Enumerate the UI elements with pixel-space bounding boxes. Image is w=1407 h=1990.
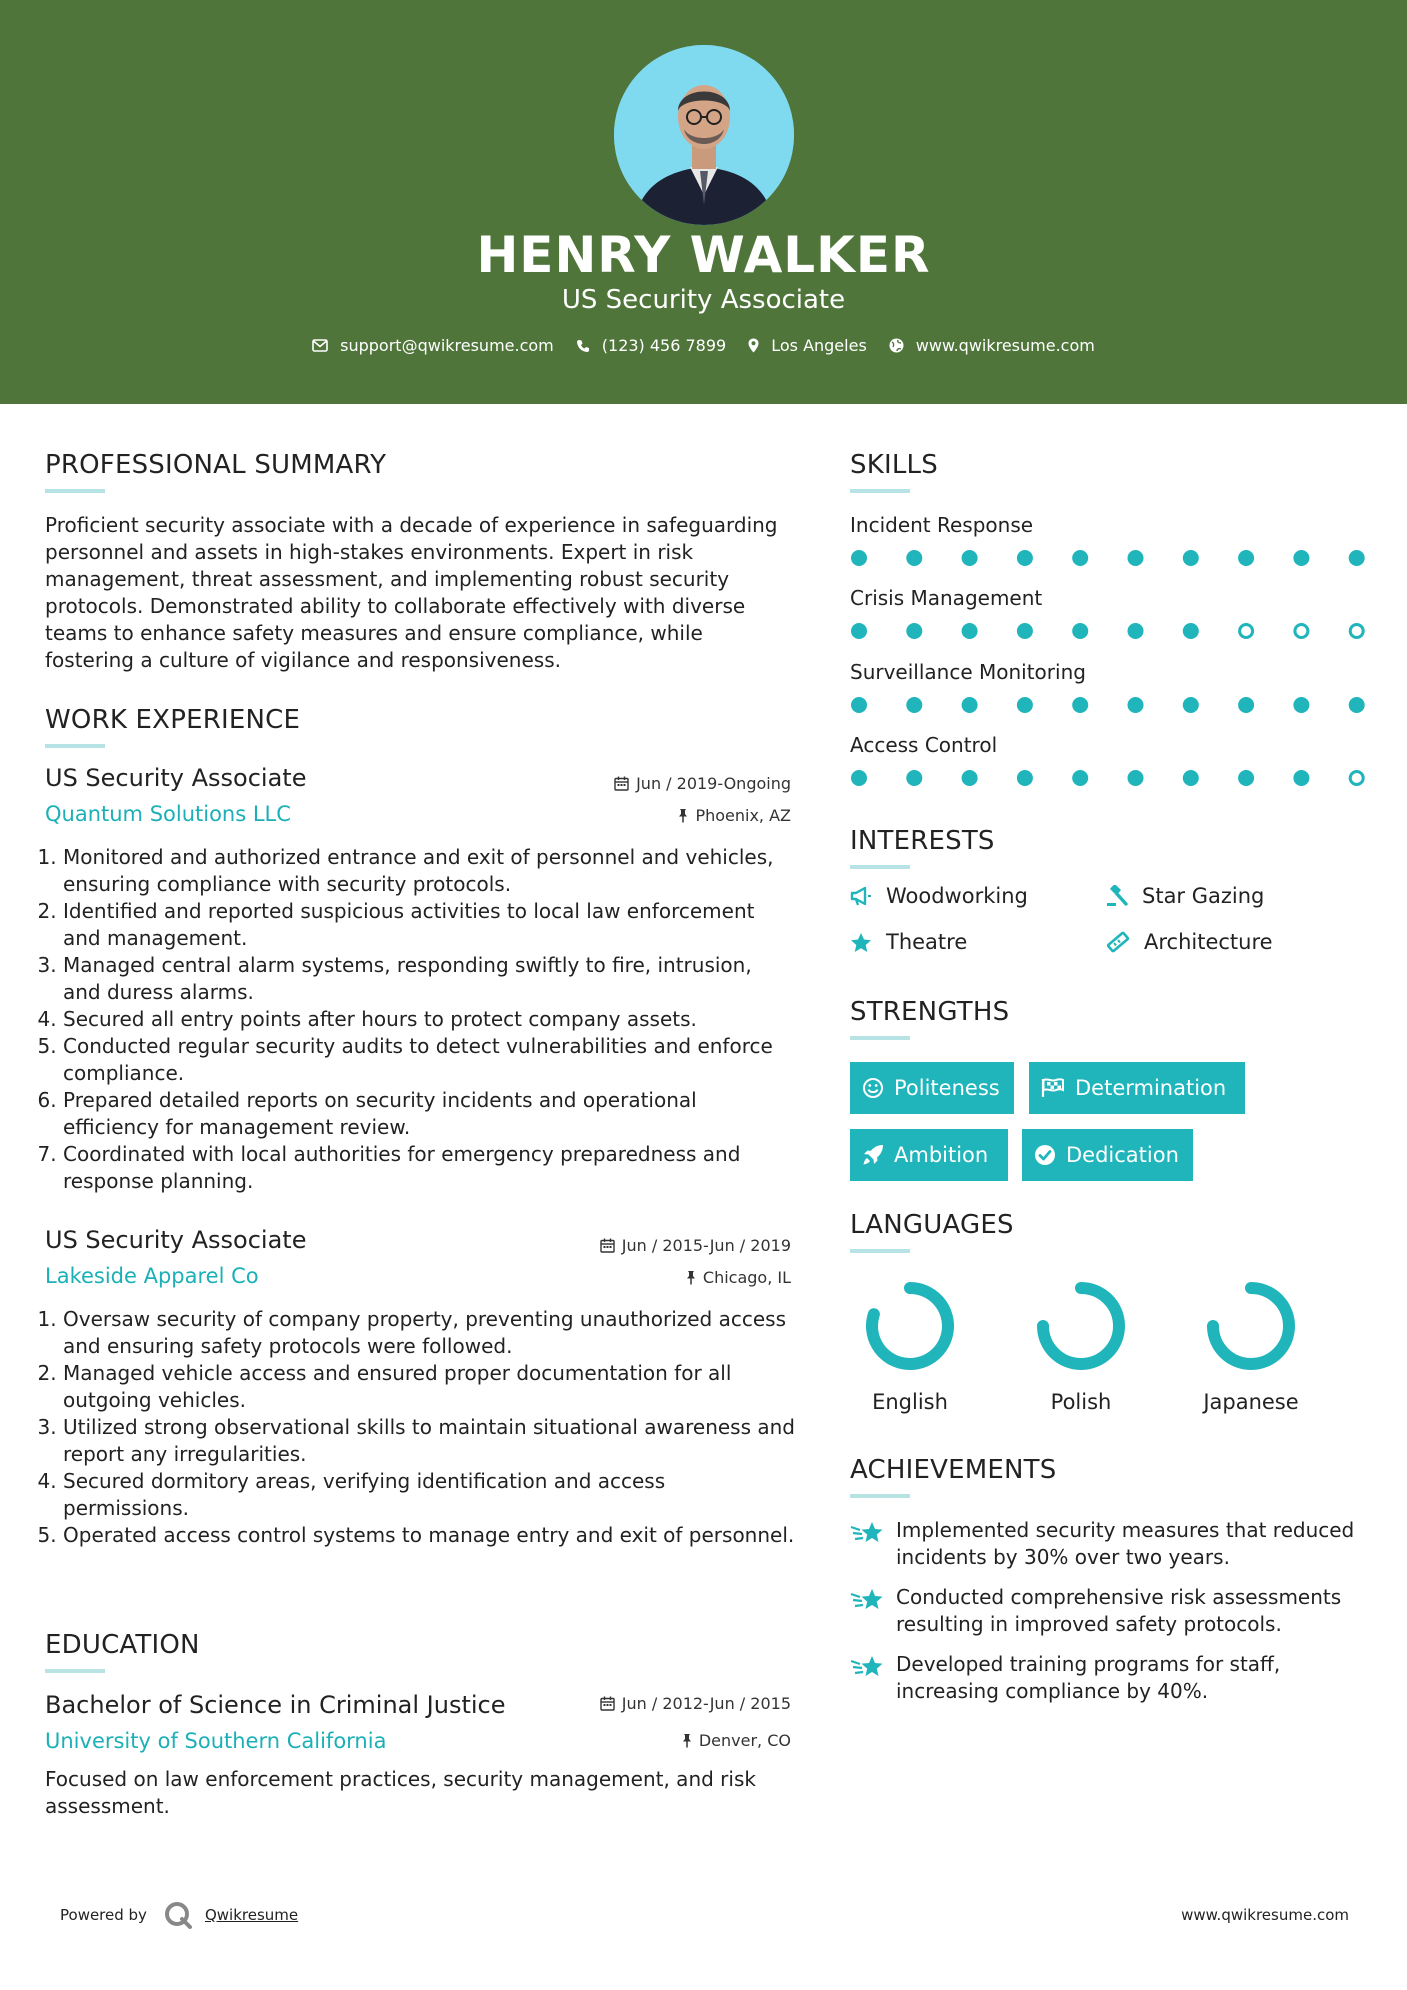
education-date-text: Jun / 2012-Jun / 2015 <box>621 1694 791 1713</box>
skill-dot-filled <box>851 623 867 639</box>
strength-label: Determination <box>1075 1076 1227 1100</box>
skill-dot-filled <box>1017 623 1033 639</box>
languages-title: LANGUAGES <box>850 1210 1014 1240</box>
shooting-star-icon <box>850 1519 884 1547</box>
skill-dot-filled <box>1293 697 1309 713</box>
job-2-date <box>480 1236 791 1255</box>
candidate-name: HENRY WALKER <box>476 226 931 284</box>
skill-3-rating <box>850 695 1370 715</box>
skill-dot-empty <box>1295 625 1308 638</box>
skill-dot-empty <box>1350 625 1363 638</box>
ruler-icon <box>1106 931 1130 953</box>
contact-email[interactable] <box>312 336 554 355</box>
education-title: EDUCATION <box>45 1630 200 1660</box>
phone-icon <box>576 339 590 353</box>
skill-dot-filled <box>1128 623 1144 639</box>
skill-dot-filled <box>962 770 978 786</box>
interest-label: Star Gazing <box>1142 884 1265 908</box>
skill-dot-filled <box>851 550 867 566</box>
list-item: 5. Operated access control systems to manage entry and exit of personnel. <box>63 1522 795 1549</box>
skill-dot-filled <box>906 770 922 786</box>
job-1-location-text: Phoenix, AZ <box>695 806 791 825</box>
job-1-responsibilities <box>45 844 795 1195</box>
job-1-title: US Security Associate <box>45 764 307 792</box>
pushpin-icon <box>678 808 688 823</box>
strength-determination <box>1029 1062 1245 1114</box>
gavel-icon <box>1106 885 1128 907</box>
job-1-location <box>480 806 791 825</box>
list-item: 4. Secured dormitory areas, verifying identification and access permissions. <box>63 1468 795 1522</box>
skill-dot-filled <box>851 770 867 786</box>
achievement-2 <box>850 1584 1370 1638</box>
contact-phone[interactable] <box>576 336 726 355</box>
education-location-text: Denver, CO <box>698 1731 791 1750</box>
skill-dot-filled <box>1072 550 1088 566</box>
skill-dot-filled <box>1072 770 1088 786</box>
envelope-icon <box>312 339 328 352</box>
education-location <box>480 1731 791 1750</box>
qwikresume-link[interactable]: Qwikresume <box>204 1906 299 1924</box>
summary-title-underline <box>45 489 105 493</box>
skill-dot-filled <box>1349 697 1365 713</box>
language-3-name: Japanese <box>1203 1390 1299 1414</box>
skill-dot-filled <box>1183 697 1199 713</box>
shooting-star-icon <box>850 1586 884 1614</box>
skill-dot-filled <box>906 697 922 713</box>
interest-label: Theatre <box>886 930 968 954</box>
achievement-text: Conducted comprehensive risk assessments resulting in improved safety protocols. <box>896 1585 1342 1636</box>
interest-label: Architecture <box>1144 930 1273 954</box>
strength-politeness <box>850 1062 1014 1114</box>
achievement-1 <box>850 1517 1370 1571</box>
skill-dot-filled <box>962 550 978 566</box>
achievement-3 <box>850 1651 1370 1705</box>
list-item: 6. Prepared detailed reports on security incidents and operational efficiency for management review. <box>63 1087 795 1141</box>
skill-4-rating <box>850 768 1370 788</box>
language-1-name: English <box>872 1390 948 1414</box>
strengths-title: STRENGTHS <box>850 997 1010 1027</box>
list-item: 2. Identified and reported suspicious activities to local law enforcement and management. <box>63 898 795 952</box>
job-1-company: Quantum Solutions LLC <box>45 802 291 826</box>
calendar-icon <box>614 776 629 791</box>
language-3-ring <box>1203 1278 1299 1374</box>
skill-dot-filled <box>1238 697 1254 713</box>
skill-dot-empty <box>1350 772 1363 785</box>
globe-icon <box>889 338 904 353</box>
strength-label: Dedication <box>1066 1143 1179 1167</box>
skill-dot-filled <box>1238 550 1254 566</box>
website-text: www.qwikresume.com <box>915 336 1095 355</box>
achievements-title-underline <box>850 1494 910 1498</box>
education-text: Focused on law enforcement practices, security management, and risk assessment. <box>45 1767 756 1818</box>
achievement-text: Developed training programs for staff, increasing compliance by 40%. <box>896 1652 1281 1703</box>
job-2-location <box>480 1268 791 1287</box>
list-item: 3. Managed central alarm systems, responding swiftly to fire, intrusion, and duress alarms. <box>63 952 795 1006</box>
interest-label: Woodworking <box>886 884 1028 908</box>
skill-2-name: Crisis Management <box>850 586 1043 610</box>
education-title-underline <box>45 1669 105 1673</box>
skill-dot-filled <box>1128 770 1144 786</box>
interest-star-gazing <box>1106 884 1264 908</box>
experience-title: WORK EXPERIENCE <box>45 705 301 735</box>
profile-photo <box>614 45 794 225</box>
strength-label: Politeness <box>894 1076 1000 1100</box>
list-item: 2. Managed vehicle access and ensured proper documentation for all outgoing vehicles. <box>63 1360 795 1414</box>
languages-title-underline <box>850 1249 910 1253</box>
list-item: 3. Utilized strong observational skills to maintain situational awareness and report any irregularities. <box>63 1414 795 1468</box>
skill-1-rating <box>850 548 1370 568</box>
list-item: 7. Coordinated with local authorities for emergency preparedness and response planning. <box>63 1141 795 1195</box>
strength-dedication <box>1022 1129 1193 1181</box>
interest-architecture <box>1106 930 1273 954</box>
location-text: Los Angeles <box>771 336 867 355</box>
language-2-ring <box>1033 1278 1129 1374</box>
phone-text: (123) 456 7899 <box>601 336 727 355</box>
job-1-date <box>480 774 791 793</box>
skill-dot-filled <box>1072 623 1088 639</box>
contact-location <box>748 336 867 355</box>
contact-bar <box>0 336 1407 355</box>
calendar-icon <box>600 1238 615 1253</box>
interest-theatre <box>850 930 967 954</box>
powered-by-text: Powered by <box>60 1906 147 1924</box>
job-2-title: US Security Associate <box>45 1226 307 1254</box>
list-item: 1. Oversaw security of company property, preventing unauthorized access and ensuring safety protocols were followed. <box>63 1306 795 1360</box>
skill-dot-filled <box>906 550 922 566</box>
footer-powered-by <box>60 1900 298 1930</box>
job-1-date-text: Jun / 2019-Ongoing <box>636 774 791 793</box>
qwikresume-logo-icon <box>163 1900 193 1930</box>
smile-icon <box>862 1077 884 1099</box>
skill-3-name: Surveillance Monitoring <box>850 660 1086 684</box>
list-item: 1. Monitored and authorized entrance and exit of personnel and vehicles, ensuring compliance with security protocols. <box>63 844 795 898</box>
skill-dot-filled <box>851 697 867 713</box>
language-1-ring <box>862 1278 958 1374</box>
skill-dot-filled <box>962 697 978 713</box>
skill-dot-filled <box>1017 697 1033 713</box>
achievement-text: Implemented security measures that reduced incidents by 30% over two years. <box>896 1518 1355 1569</box>
experience-title-underline <box>45 744 105 748</box>
job-2-location-text: Chicago, IL <box>702 1268 791 1287</box>
job-2-date-text: Jun / 2015-Jun / 2019 <box>621 1236 791 1255</box>
summary-title: PROFESSIONAL SUMMARY <box>45 450 387 480</box>
list-item: 4. Secured all entry points after hours to protect company assets. <box>63 1006 795 1033</box>
skill-dot-empty <box>1240 625 1253 638</box>
achievements-title: ACHIEVEMENTS <box>850 1455 1057 1485</box>
strength-ambition <box>850 1129 1008 1181</box>
pushpin-icon <box>686 1270 696 1285</box>
skill-dot-filled <box>1238 770 1254 786</box>
skill-dot-filled <box>1349 550 1365 566</box>
interest-woodworking <box>850 884 1028 908</box>
skill-dot-filled <box>1183 550 1199 566</box>
check-circle-icon <box>1034 1144 1056 1166</box>
skill-1-name: Incident Response <box>850 513 1034 537</box>
star-icon <box>850 932 872 953</box>
skill-dot-filled <box>962 623 978 639</box>
rocket-icon <box>862 1144 884 1166</box>
strengths-title-underline <box>850 1036 910 1040</box>
school-name: University of Southern California <box>45 1729 387 1753</box>
pushpin-icon <box>682 1733 692 1748</box>
language-level-arc <box>1213 1288 1289 1364</box>
degree-title: Bachelor of Science in Criminal Justice <box>45 1691 506 1719</box>
calendar-icon <box>600 1696 615 1711</box>
avatar <box>614 45 794 225</box>
interests-title-underline <box>850 865 910 869</box>
skill-2-rating <box>850 621 1370 641</box>
strength-label: Ambition <box>894 1143 989 1167</box>
skills-title-underline <box>850 489 910 493</box>
megaphone-icon <box>850 886 872 906</box>
job-2-company: Lakeside Apparel Co <box>45 1264 259 1288</box>
language-level-arc <box>872 1288 948 1364</box>
skill-dot-filled <box>1183 770 1199 786</box>
email-text: support@qwikresume.com <box>340 336 554 355</box>
language-level-arc <box>1043 1288 1119 1364</box>
skill-dot-filled <box>1017 770 1033 786</box>
footer-website[interactable]: www.qwikresume.com <box>1181 1906 1349 1924</box>
map-pin-icon <box>748 338 759 353</box>
language-2-name: Polish <box>1050 1390 1112 1414</box>
job-2-responsibilities <box>45 1306 795 1549</box>
skill-dot-filled <box>1293 550 1309 566</box>
skill-dot-filled <box>906 623 922 639</box>
skills-title: SKILLS <box>850 450 938 480</box>
interests-title: INTERESTS <box>850 826 995 856</box>
skill-dot-filled <box>1293 770 1309 786</box>
skill-dot-filled <box>1017 550 1033 566</box>
skill-dot-filled <box>1072 697 1088 713</box>
shooting-star-icon <box>850 1653 884 1681</box>
list-item: 5. Conducted regular security audits to detect vulnerabilities and enforce compliance. <box>63 1033 795 1087</box>
contact-website[interactable] <box>889 336 1095 355</box>
header-banner <box>0 0 1407 404</box>
skill-dot-filled <box>1128 697 1144 713</box>
skill-dot-filled <box>1183 623 1199 639</box>
education-date <box>480 1694 791 1713</box>
skill-dot-filled <box>1128 550 1144 566</box>
candidate-role: US Security Associate <box>561 285 846 315</box>
summary-text: Proficient security associate with a decade of experience in safeguarding personnel and assets in high-stakes environments. Expert in risk management, threat assessment, and implementing robust security protocols. Demonstrated ability to collaborate effectively with diverse teams to enhance safety measures and ensure compliance, while fostering a culture of vigilance and responsiveness. <box>45 513 778 672</box>
flag-icon <box>1041 1078 1065 1098</box>
skill-4-name: Access Control <box>850 733 998 757</box>
